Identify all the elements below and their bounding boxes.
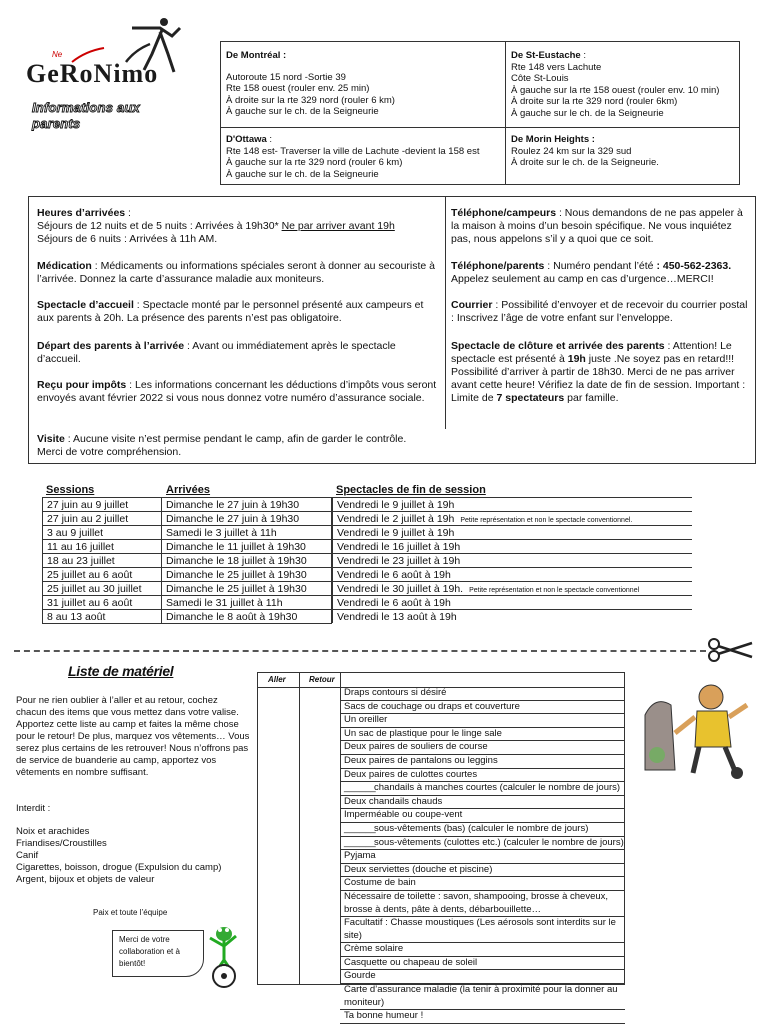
materiel-items <box>340 687 625 1024</box>
spectacle-date: Vendredi le 16 juillet à 19h <box>337 541 461 553</box>
interdit-item: Noix et arachides <box>16 826 90 837</box>
spectacle-date: Vendredi le 6 août à 19h <box>337 597 451 609</box>
arrivee-cell: Samedi le 3 juillet à 11h <box>162 525 331 539</box>
spectacle-cell <box>333 595 692 609</box>
info-text: : Numéro pendant l’été <box>544 260 657 272</box>
materiel-item: Un sac de plastique pour le linge sale <box>340 728 625 742</box>
spectacle-cell <box>333 553 692 567</box>
session-cell: 25 juillet au 6 août <box>43 567 161 581</box>
arrivee-cell: Dimanche le 27 juin à 19h30 <box>162 511 331 525</box>
arrivee-cell: Dimanche le 18 juillet à 19h30 <box>162 553 331 567</box>
arrivee-cell: Dimanche le 27 juin à 19h30 <box>162 497 331 511</box>
cut-line <box>14 650 706 652</box>
directions-montreal-title: De Montréal : <box>226 50 287 61</box>
info-text: : Nous demandons de ne pas appeler à la maison à moins d’un besoin spécifique. Ne vous inquiétez pas, nous appelons s’il y a quoi que ce soit. <box>451 207 743 245</box>
directions-line: À droite sur la rte 329 nord (rouler 6 km) <box>226 94 395 106</box>
info-tel-campeurs <box>451 207 753 246</box>
arrivee-cell: Dimanche le 25 juillet à 19h30 <box>162 581 331 595</box>
info-visite <box>37 433 417 459</box>
info-depart-label: Départ des parents à l’arrivée <box>37 340 185 352</box>
sessions-header: Sessions <box>46 484 95 496</box>
session-cell: 8 au 13 août <box>43 609 161 623</box>
spectacle-note: Petite représentation et non le spectacle conventionnel. <box>460 517 633 524</box>
info-text: : Spectacle monté par le personnel présenté aux campeurs et aux parents à 20h. La présence des parents n’est pas obligatoire. <box>37 299 424 324</box>
arrivee-cell: Dimanche le 8 août à 19h30 <box>162 609 331 623</box>
camp-logo <box>22 14 187 131</box>
materiel-item: Draps contours si désiré <box>340 687 625 701</box>
spectacle-cell <box>333 511 692 525</box>
materiel-item: Imperméable ou coupe-vent <box>340 809 625 823</box>
directions-ottawa-title: D'Ottawa <box>226 134 267 145</box>
directions-steustache-title: De St-Eustache <box>511 50 581 61</box>
interdit-item: Argent, bijoux et objets de valeur <box>16 874 155 885</box>
info-courrier-label: Courrier <box>451 299 493 311</box>
materiel-item: Casquette ou chapeau de soleil <box>340 957 625 971</box>
info-text: Séjours de 6 nuits : Arrivées à 11h AM. <box>37 233 218 245</box>
info-tel-parents-label: Téléphone/parents <box>451 260 545 272</box>
session-cell: 31 juillet au 6 août <box>43 595 161 609</box>
info-spectacle-label: Spectacle d’accueil <box>37 299 134 311</box>
cloture-time: 19h <box>567 353 586 365</box>
materiel-intro: Pour ne rien oublier à l’aller et au retour, cochez chacun des items que vous mettez dans votre valise. Apportez cette liste au camp et faites la même chose pour le retour! De plus, marquez vos vêtements… Vous serez plus certains de les retrouver! Nous n’offrons pas de service de buanderie au camp, apportez vos vêtements en nombre suffisant. <box>16 695 250 778</box>
arrivees-header: Arrivées <box>166 484 211 496</box>
spectacle-cell <box>333 609 692 623</box>
directions-line: Roulez 24 km sur la 329 sud <box>511 145 632 157</box>
info-text: : Médicaments ou informations spéciales seront à donner au secouriste à l’arrivée. Donnez la carte d’assurance maladie aux moniteurs. <box>37 260 436 285</box>
interdit-item: Friandises/Croustilles <box>16 838 107 849</box>
spectacle-date: Vendredi le 23 juillet à 19h <box>337 555 461 567</box>
info-text: : Aucune visite n’est permise pendant le camp, afin de garder le contrôle. Merci de votre compréhension. <box>37 433 407 458</box>
materiel-item: Deux paires de souliers de course <box>340 741 625 755</box>
directions-line: Rte 148 est- Traverser la ville de Lachute -devient la 158 est <box>226 145 480 157</box>
materiel-item: Deux serviettes (douche et piscine) <box>340 864 625 878</box>
materiel-item: Deux paires de pantalons ou leggins <box>340 755 625 769</box>
interdit-list <box>16 826 221 886</box>
session-cell: 27 juin au 9 juillet <box>43 497 161 511</box>
directions-line: Autoroute 15 nord -Sortie 39 <box>226 71 346 83</box>
directions-line: À gauche sur la rte 329 nord (rouler 6 km) <box>226 157 403 168</box>
directions-line: À gauche sur le ch. de la Seigneurie <box>226 168 379 180</box>
directions-line: À droite sur la rte 329 nord (rouler 6km) <box>511 96 678 107</box>
info-text: juste .Ne soyez pas en retard!!! Possibilité d’arriver à partir de 18h30. Merci de ne pas arriver avant cette heure! Vérifiez la date de fin de session. Important : Limite de <box>451 353 746 404</box>
title-suffix: : <box>266 134 273 145</box>
arrivee-cell: Dimanche le 11 juillet à 19h30 <box>162 539 331 553</box>
directions-ottawa <box>221 132 505 182</box>
materiel-item: Gourde <box>340 970 625 984</box>
info-heures-warning: Ne par arriver avant 19h <box>281 220 395 232</box>
materiel-item: Nécessaire de toilette : savon, shampooing, brosse à cheveux, brosse à dents, pâte à dents, débarbouillette… <box>340 891 625 917</box>
info-text: : Attention! Le spectacle est présenté à <box>451 340 732 365</box>
directions-morin-title: De Morin Heights : <box>511 134 595 145</box>
spectacle-cell <box>333 567 692 581</box>
materiel-item: Costume de bain <box>340 877 625 891</box>
materiel-item: Facultatif : Chasse moustiques (Les aérosols sont interdits sur le site) <box>340 917 625 943</box>
materiel-item: ______ chandails à manches courtes (calculer le nombre de jours) <box>340 782 625 796</box>
page-subtitle: Informations aux parents <box>32 100 140 131</box>
session-cell: 11 au 16 juillet <box>43 539 161 553</box>
materiel-item: Deux chandails chauds <box>340 796 625 810</box>
info-heures <box>37 207 437 246</box>
materiel-item: Deux paires de culottes courtes <box>340 769 625 783</box>
materiel-item: Sacs de couchage ou draps et couverture <box>340 701 625 715</box>
info-depart <box>37 340 437 366</box>
info-recu-label: Reçu pour impôts <box>37 379 127 391</box>
info-text: Appelez seulement au camp en cas d’urgence…MERCI! <box>451 273 714 285</box>
info-box <box>28 196 756 464</box>
spectacle-date: Vendredi le 9 juillet à 19h <box>337 499 455 511</box>
spectacle-date: Vendredi le 2 juillet à 19h <box>337 513 455 525</box>
directions-morin <box>506 132 741 171</box>
materiel-item: ______ sous-vêtements (bas) (calculer le nombre de jours) <box>340 823 625 837</box>
directions-line: À gauche sur la rte 158 ouest (rouler env. 10 min) <box>511 84 720 96</box>
spectacle-cell <box>333 581 692 595</box>
materiel-item: Ta bonne humeur ! <box>340 1010 625 1024</box>
directions-montreal <box>221 48 505 120</box>
info-medication <box>37 260 437 286</box>
spectacle-cell <box>333 539 692 553</box>
info-tel-campeurs-label: Téléphone/campeurs <box>451 207 557 219</box>
session-cell: 3 au 9 juillet <box>43 525 161 539</box>
directions-line: À droite sur le ch. de la Seigneurie. <box>511 157 659 168</box>
campers-illustration-icon <box>635 675 755 780</box>
spectacle-date: Vendredi le 30 juillet à 19h. <box>337 583 464 595</box>
arrivees-column <box>162 483 332 624</box>
spectacle-date: Vendredi le 6 août à 19h <box>337 569 451 581</box>
directions-table <box>220 41 740 185</box>
spectacle-cell <box>333 497 692 511</box>
materiel-item: Pyjama <box>340 850 625 864</box>
materiel-item: ______ sous-vêtements (culottes etc.) (calculer le nombre de jours) <box>340 837 625 851</box>
arrivee-cell: Samedi le 31 juillet à 11h <box>162 595 331 609</box>
title-suffix: : <box>580 50 586 61</box>
phone-number: : 450-562-2363. <box>656 260 732 272</box>
info-cloture <box>451 340 753 405</box>
spectacle-date: Vendredi le 13 août à 19h <box>337 611 457 623</box>
cloture-limit: 7 spectateurs <box>496 392 565 404</box>
scissors-icon <box>706 637 756 663</box>
info-spectacle-accueil <box>37 299 441 325</box>
interdit-label: Interdit : <box>16 803 51 814</box>
session-cell: 27 juin au 2 juillet <box>43 511 161 525</box>
directions-line: Côte St-Louis <box>511 73 569 84</box>
logo-small-text: Ne <box>52 50 63 59</box>
directions-line: Rte 148 vers Lachute <box>511 61 602 73</box>
spectacle-note: Petite représentation et non le spectacle conventionnel <box>469 587 640 594</box>
info-text: : Les informations concernant les déductions d’impôts vous seront envoyés avant février 2022 si vous nous donnez votre numéro d’assurance sociale. <box>37 379 437 404</box>
info-text: : Avant ou immédiatement après le spectacle d’accueil. <box>37 340 396 365</box>
info-text: : <box>125 207 131 219</box>
aller-column-header: Aller <box>268 675 286 684</box>
directions-steustache <box>506 48 741 121</box>
interdit-item: Canif <box>16 850 39 861</box>
materiel-item: Carte d’assurance maladie (la tenir à proximité pour la donner au moniteur) <box>340 984 625 1010</box>
directions-line: À gauche sur le ch. de la Seigneurie <box>511 107 664 119</box>
spectacles-header: Spectacles de fin de session <box>336 484 486 496</box>
info-courrier <box>451 299 753 325</box>
arrivee-cell: Dimanche le 25 juillet à 19h30 <box>162 567 331 581</box>
info-recu <box>37 379 441 405</box>
retour-column-header: Retour <box>309 675 335 684</box>
info-medication-label: Médication <box>37 260 92 272</box>
paix-signature: Paix et toute l’équipe <box>93 908 168 917</box>
directions-line: À gauche sur le ch. de la Seigneurie <box>226 106 379 117</box>
info-heures-label: Heures d’arrivées <box>37 207 126 219</box>
spectacles-column <box>332 483 692 623</box>
info-visite-label: Visite <box>37 433 65 445</box>
info-text: par famille. <box>564 392 619 404</box>
info-text: Séjours de 12 nuits et de 5 nuits : Arrivées à 19h30* <box>37 220 282 232</box>
sessions-column <box>42 483 162 624</box>
merci-bubble: Merci de votre collaboration et à bientôt! <box>112 930 204 977</box>
session-cell: 25 juillet au 30 juillet <box>43 581 161 595</box>
spectacle-cell <box>333 525 692 539</box>
info-text: : Possibilité d’envoyer et de recevoir du courrier postal : Inscrivez l’âge de votre enfant sur l’enveloppe. <box>451 299 748 324</box>
materiel-item: Un oreiller <box>340 714 625 728</box>
interdit-item: Cigarettes, boisson, drogue (Expulsion du camp) <box>16 862 222 873</box>
directions-line: Rte 158 ouest (rouler env. 25 min) <box>226 83 370 94</box>
info-cloture-label: Spectacle de clôture et arrivée des parents <box>451 340 665 352</box>
frog-unicycle-icon <box>202 920 242 990</box>
session-cell: 18 au 23 juillet <box>43 553 161 567</box>
logo-name: GeRoNimo <box>26 59 159 88</box>
spectacle-date: Vendredi le 9 juillet à 19h <box>337 527 455 539</box>
materiel-item: Crème solaire <box>340 943 625 957</box>
info-tel-parents <box>451 260 753 286</box>
materiel-title: Liste de matériel <box>68 663 174 679</box>
